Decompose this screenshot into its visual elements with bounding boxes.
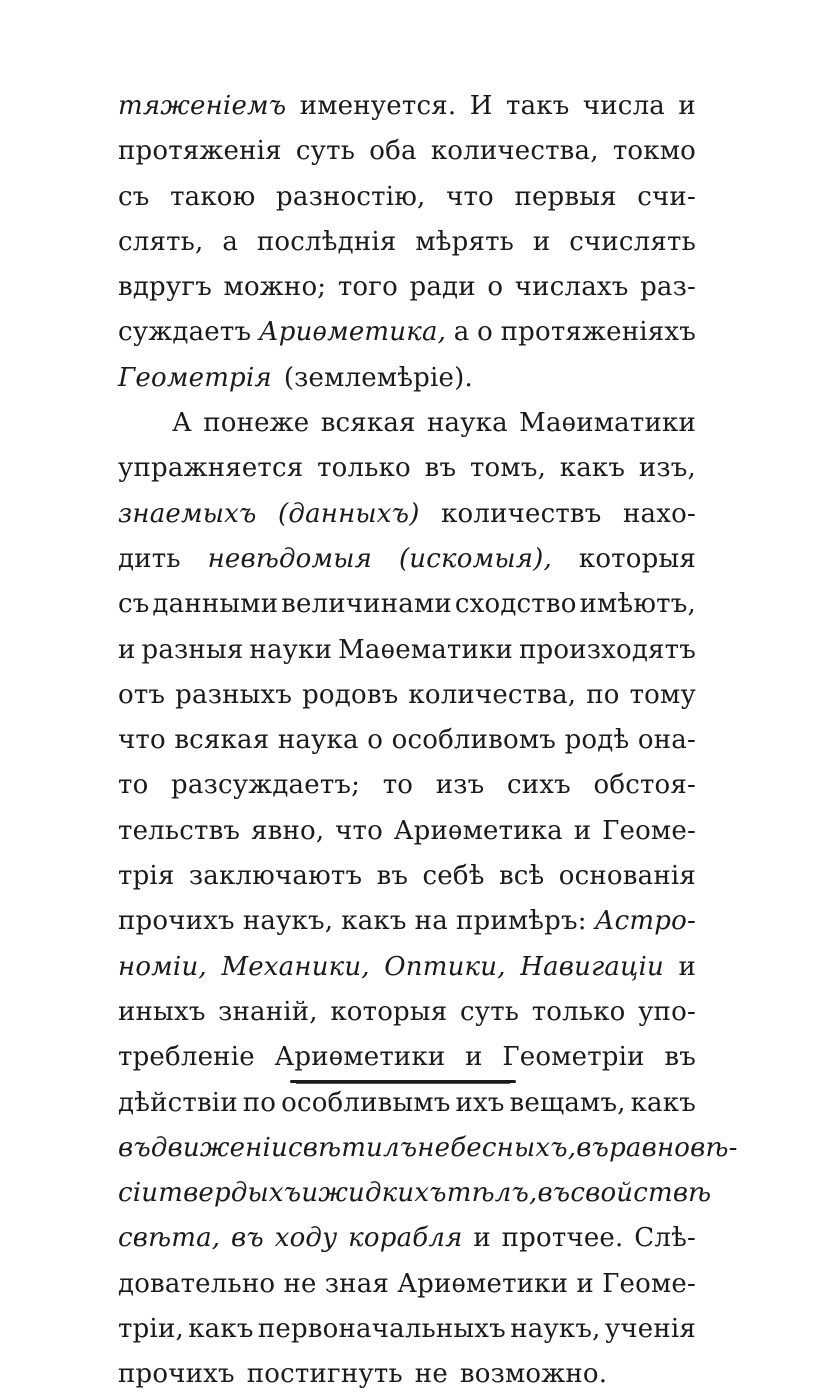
text-word: вдругъ xyxy=(118,272,212,303)
text-word: небесныхъ, xyxy=(417,1132,577,1163)
text-word: и xyxy=(678,951,696,982)
text-word: родовъ xyxy=(302,679,399,710)
text-line xyxy=(118,673,696,718)
text-word: въ xyxy=(664,1042,696,1073)
text-word: количества, xyxy=(430,136,599,167)
text-word: Маѳематики xyxy=(338,634,513,665)
end-rule xyxy=(290,1080,516,1083)
text-word: а xyxy=(222,226,239,257)
text-word: прочихъ xyxy=(118,906,235,937)
text-word: тяженіемъ xyxy=(118,91,287,121)
text-word: мѣрять xyxy=(415,226,515,257)
text-word: иныхъ xyxy=(118,996,206,1027)
text-word: (искомыя), xyxy=(398,543,552,574)
text-word: въ xyxy=(231,1223,264,1254)
text-word: по xyxy=(242,1087,277,1118)
text-line xyxy=(118,1081,696,1126)
text-word: номіи, xyxy=(118,951,207,982)
text-line xyxy=(118,446,696,491)
text-word: жидкихъ xyxy=(318,1178,447,1209)
text-word: такъ xyxy=(506,91,570,121)
text-word: Астро- xyxy=(594,906,696,937)
text-word: только xyxy=(531,996,626,1027)
text-word: что xyxy=(446,181,494,212)
text-word: тріи, xyxy=(118,1314,184,1345)
text-word: въ xyxy=(576,1132,610,1163)
text-word: упо- xyxy=(638,996,696,1027)
text-word: обстоя- xyxy=(593,770,696,801)
text-line xyxy=(118,492,696,537)
text-line xyxy=(118,990,696,1035)
text-word: знаній, xyxy=(218,996,318,1027)
text-word: и xyxy=(465,1042,483,1073)
text-word: постигнуть xyxy=(246,1359,403,1390)
text-word: наука xyxy=(277,725,359,756)
text-word: трія xyxy=(118,861,175,892)
text-word: твердыхъ xyxy=(158,1178,302,1209)
text-word: родѣ xyxy=(564,725,630,756)
text-word: токмо xyxy=(612,136,696,167)
text-word: первыя xyxy=(514,181,617,212)
text-word: въ xyxy=(118,1132,151,1163)
text-word: числахъ xyxy=(514,272,629,303)
text-word: количествъ xyxy=(441,498,602,529)
text-word: такою xyxy=(170,181,256,212)
text-word: себѣ xyxy=(422,861,485,892)
text-word: Геоме- xyxy=(602,1268,696,1299)
text-word: Ариѳметики xyxy=(274,1042,446,1073)
text-word: на xyxy=(414,906,448,937)
text-word: свѣтилъ xyxy=(287,1132,418,1163)
text-word: по xyxy=(586,679,620,710)
text-word: Геометріи xyxy=(502,1042,645,1073)
text-word: ученія xyxy=(604,1314,696,1345)
text-word: суть xyxy=(459,996,520,1027)
text-word: не xyxy=(414,1359,448,1390)
text-word: суждаетъ xyxy=(118,317,252,348)
text-line xyxy=(118,129,696,174)
text-word: протчее. xyxy=(501,1223,624,1254)
text-word: счислять xyxy=(569,226,696,257)
text-line xyxy=(118,175,696,220)
text-line xyxy=(118,1035,696,1080)
text-word: ходу xyxy=(274,1223,338,1254)
text-word: какъ xyxy=(341,906,407,937)
text-word: того xyxy=(337,272,398,303)
text-word: сходство xyxy=(454,589,577,620)
text-word: невѣдомыя xyxy=(207,543,373,574)
text-word: возможно. xyxy=(459,1359,608,1390)
text-word: съ xyxy=(118,181,150,212)
text-word: и xyxy=(576,1268,594,1299)
text-word: первоначальныхъ xyxy=(257,1314,506,1345)
text-line xyxy=(118,1126,738,1171)
text-word: только xyxy=(317,453,411,484)
text-word: заключаютъ xyxy=(188,861,363,892)
text-word: явно, xyxy=(251,815,325,846)
text-line xyxy=(118,401,696,446)
text-line xyxy=(118,265,696,310)
text-word: что xyxy=(118,725,166,756)
text-line xyxy=(118,1171,712,1216)
text-word: всякая xyxy=(320,408,416,439)
text-word: послѣднія xyxy=(256,226,397,257)
text-word: довательно xyxy=(118,1268,276,1299)
text-word: изъ, xyxy=(638,453,696,484)
text-word: количества, xyxy=(408,679,577,710)
text-word: и xyxy=(118,634,136,665)
text-word: произходятъ xyxy=(518,634,696,665)
text-word: и xyxy=(532,226,551,257)
text-word: Оптики, xyxy=(384,951,506,982)
text-word: то xyxy=(382,770,414,801)
text-word: вещамъ, xyxy=(509,1087,626,1118)
text-line xyxy=(118,582,696,627)
text-word: изъ xyxy=(435,770,485,801)
text-word: въ xyxy=(537,1178,571,1209)
text-word: тельствъ xyxy=(118,815,241,846)
text-word: А xyxy=(172,408,192,439)
text-word: и xyxy=(573,815,592,846)
text-word: какъ xyxy=(630,1087,696,1118)
text-word: и xyxy=(301,1178,319,1209)
text-line xyxy=(118,310,696,355)
text-line xyxy=(118,1262,696,1307)
text-word: въ xyxy=(376,861,409,892)
text-word: протяженіяхъ xyxy=(500,317,696,348)
text-word: примѣръ: xyxy=(455,906,587,937)
text-line xyxy=(118,220,696,265)
body-text xyxy=(118,84,738,1398)
text-word: томъ, xyxy=(469,453,547,484)
text-word: разныхъ xyxy=(175,679,293,710)
text-word: разныя xyxy=(141,634,244,665)
text-word: упражняется xyxy=(118,453,304,484)
text-line xyxy=(118,628,696,673)
text-line xyxy=(118,718,696,763)
text-line xyxy=(118,1352,696,1397)
text-word: не xyxy=(283,1268,317,1299)
text-word: какъ xyxy=(188,1314,254,1345)
text-word: знаемыхъ xyxy=(118,498,257,529)
text-word: дѣйствіи xyxy=(118,1087,238,1118)
text-word: свѣта, xyxy=(118,1223,221,1254)
text-word: ихъ xyxy=(455,1087,505,1118)
text-word: дить xyxy=(118,543,181,574)
text-word: Механики, xyxy=(221,951,370,982)
text-word: нахо- xyxy=(623,498,696,529)
text-line xyxy=(118,356,696,401)
text-word: которыя xyxy=(330,996,448,1027)
text-word: разностію, xyxy=(276,181,426,212)
text-word: (данныхъ) xyxy=(278,498,420,529)
text-line xyxy=(118,1216,696,1261)
text-word: въ xyxy=(424,453,457,484)
text-word: то xyxy=(118,770,149,801)
text-word: Ариѳметика xyxy=(393,815,563,846)
text-word: можно; xyxy=(223,272,327,303)
text-word: требленіе xyxy=(118,1042,255,1073)
text-word: ради xyxy=(409,272,476,303)
text-word: корабля xyxy=(348,1223,463,1254)
text-word: Навигаціи xyxy=(520,951,664,982)
text-word: оба xyxy=(369,136,417,167)
text-word: и xyxy=(678,91,696,121)
text-word: она- xyxy=(637,725,696,756)
text-word: именуется. xyxy=(299,91,457,121)
text-word: слять, xyxy=(118,226,204,257)
text-word: суть xyxy=(295,136,356,167)
text-word: (землемѣріе). xyxy=(283,362,473,393)
text-word: свойствѣ xyxy=(570,1178,712,1209)
text-word: и xyxy=(473,1223,491,1254)
text-word: о xyxy=(367,725,384,756)
text-word: всякая xyxy=(174,725,270,756)
text-word: И xyxy=(469,91,493,121)
text-word: отъ xyxy=(118,679,166,710)
text-word: наукъ, xyxy=(510,1314,601,1345)
text-word: протяженія xyxy=(118,136,282,167)
text-word: раз- xyxy=(640,272,696,303)
text-line xyxy=(118,763,696,808)
text-word: Геоме- xyxy=(602,815,696,846)
text-word: наука xyxy=(426,408,508,439)
text-word: сихъ xyxy=(507,770,571,801)
text-word: Маѳиматики xyxy=(519,408,696,439)
text-word: Ариѳметика, xyxy=(258,317,447,348)
text-word: о xyxy=(487,272,504,303)
text-word: Ариѳметики xyxy=(397,1268,569,1299)
text-line xyxy=(118,809,696,854)
text-word: Слѣ- xyxy=(634,1223,696,1254)
text-word: равновѣ- xyxy=(609,1132,738,1163)
text-word: числа xyxy=(582,91,665,121)
text-word: движеніи xyxy=(150,1132,288,1163)
text-word: всѣ xyxy=(498,861,545,892)
text-word: которыя xyxy=(578,543,696,574)
text-word: Геометрія xyxy=(118,362,272,393)
text-word: наукъ, xyxy=(242,906,334,937)
text-word: разсуждаетъ; xyxy=(171,770,361,801)
text-word: сіи xyxy=(118,1178,159,1209)
text-word: съ xyxy=(118,589,150,620)
text-line xyxy=(118,537,696,582)
text-word: понеже xyxy=(203,408,310,439)
text-line xyxy=(118,945,696,990)
text-line xyxy=(118,84,696,129)
text-word: величинами xyxy=(281,589,452,620)
text-word: основанія xyxy=(558,861,696,892)
text-word: особливымъ xyxy=(281,1087,451,1118)
text-word: особливомъ xyxy=(391,725,557,756)
text-word: а xyxy=(453,317,470,348)
text-word: какъ xyxy=(559,453,626,484)
text-line xyxy=(118,854,696,899)
text-word: тѣлъ, xyxy=(446,1178,538,1209)
text-word: данными xyxy=(152,589,279,620)
text-word: что xyxy=(335,815,383,846)
text-word: счи- xyxy=(637,181,696,212)
text-word: прочихъ xyxy=(118,1359,235,1390)
text-line xyxy=(118,1307,696,1352)
text-word: имѣютъ, xyxy=(579,589,696,620)
text-line xyxy=(118,899,696,944)
text-word: науки xyxy=(249,634,333,665)
text-word: о xyxy=(477,317,493,348)
text-word: зная xyxy=(324,1268,390,1299)
text-word: тому xyxy=(629,679,696,710)
